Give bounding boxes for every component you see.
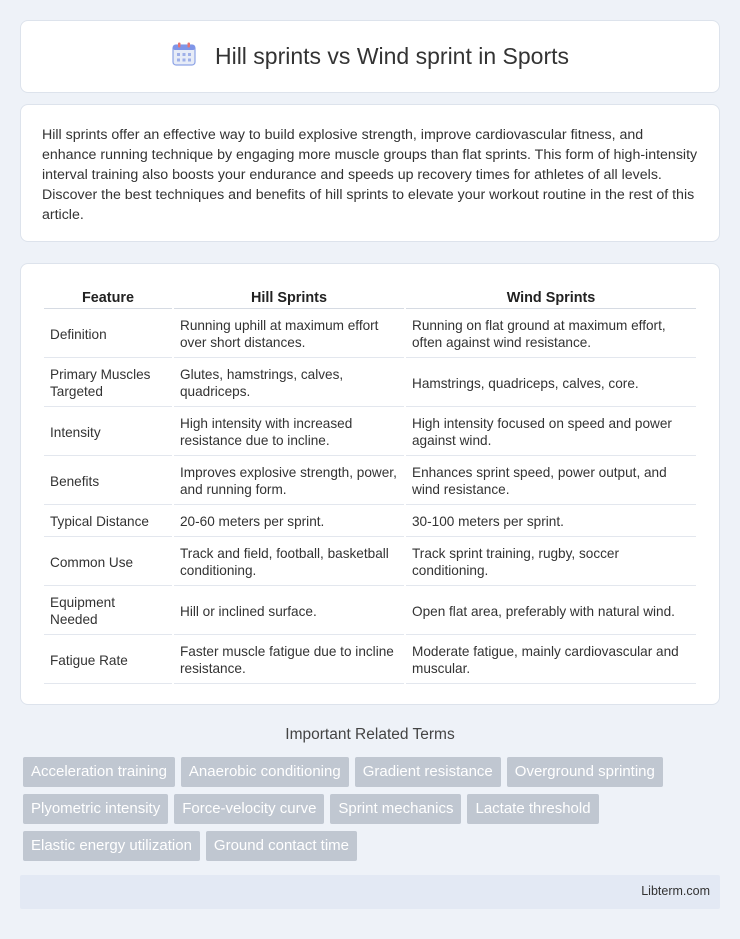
intro-card [20,104,720,242]
hill-cell: High intensity with increased resistance due to incline. [174,409,404,456]
wind-cell: Enhances sprint speed, power output, and wind resistance. [406,458,696,505]
wind-cell: 30-100 meters per sprint. [406,507,696,537]
feature-cell: Benefits [44,458,172,505]
title-wrap [171,41,569,72]
related-tag[interactable]: Ground contact time [206,831,357,861]
intro-text: Hill sprints offer an effective way to build explosive strength, improve cardiovascular fitness, and enhance running technique by engaging more muscle groups than flat sprints. This form of high-intensity interval training also boosts your endurance and speeds up recovery times for athletes of all levels. Discover the best techniques and benefits of hill sprints to elevate your workout routine in the rest of this article. [42,127,698,223]
footer [20,875,720,909]
related-tag[interactable]: Anaerobic conditioning [181,757,349,787]
feature-cell: Intensity [44,409,172,456]
related-tag[interactable]: Gradient resistance [355,757,501,787]
hill-cell: 20-60 meters per sprint. [174,507,404,537]
related-tag[interactable]: Elastic energy utilization [23,831,200,861]
header-wind-sprints: Wind Sprints [406,286,696,309]
feature-cell: Typical Distance [44,507,172,537]
feature-cell: Common Use [44,539,172,586]
feature-cell: Definition [44,311,172,358]
hill-cell: Hill or inclined surface. [174,588,404,635]
related-tag[interactable]: Sprint mechanics [330,794,461,824]
hill-cell: Improves explosive strength, power, and running form. [174,458,404,505]
feature-cell: Primary Muscles Targeted [44,360,172,407]
wind-cell: Hamstrings, quadriceps, calves, core. [406,360,696,407]
footer-brand-link[interactable]: Libterm.com [641,884,710,898]
calendar-icon [171,41,197,72]
related-terms-list [23,757,723,861]
hill-cell: Glutes, hamstrings, calves, quadriceps. [174,360,404,407]
table-row [44,637,696,684]
hill-cell: Track and field, football, basketball conditioning. [174,539,404,586]
header-hill-sprints: Hill Sprints [174,286,404,309]
related-tag[interactable]: Force-velocity curve [174,794,324,824]
related-tag[interactable]: Lactate threshold [467,794,598,824]
table-row [44,588,696,635]
table-row [44,539,696,586]
table-row [44,409,696,456]
table-row [44,458,696,505]
page-title: Hill sprints vs Wind sprint in Sports [214,43,570,69]
table-row [44,360,696,407]
related-tag[interactable]: Plyometric intensity [23,794,168,824]
feature-cell: Fatigue Rate [44,637,172,684]
related-tag[interactable]: Acceleration training [23,757,175,787]
feature-cell: Equipment Needed [44,588,172,635]
wind-cell: Track sprint training, rugby, soccer conditioning. [406,539,696,586]
related-terms-title: Important Related Terms [285,726,455,743]
table-card [20,263,720,705]
header-card [20,20,720,93]
table-row [44,311,696,358]
hill-cell: Faster muscle fatigue due to incline resistance. [174,637,404,684]
wind-cell: Moderate fatigue, mainly cardiovascular and muscular. [406,637,696,684]
wind-cell: Open flat area, preferably with natural wind. [406,588,696,635]
comparison-table [42,284,698,686]
header-feature: Feature [44,286,172,309]
wind-cell: Running on flat ground at maximum effort, often against wind resistance. [406,311,696,358]
hill-cell: Running uphill at maximum effort over short distances. [174,311,404,358]
table-row [44,507,696,537]
table-header-row [44,286,696,309]
wind-cell: High intensity focused on speed and power against wind. [406,409,696,456]
related-tag[interactable]: Overground sprinting [507,757,663,787]
